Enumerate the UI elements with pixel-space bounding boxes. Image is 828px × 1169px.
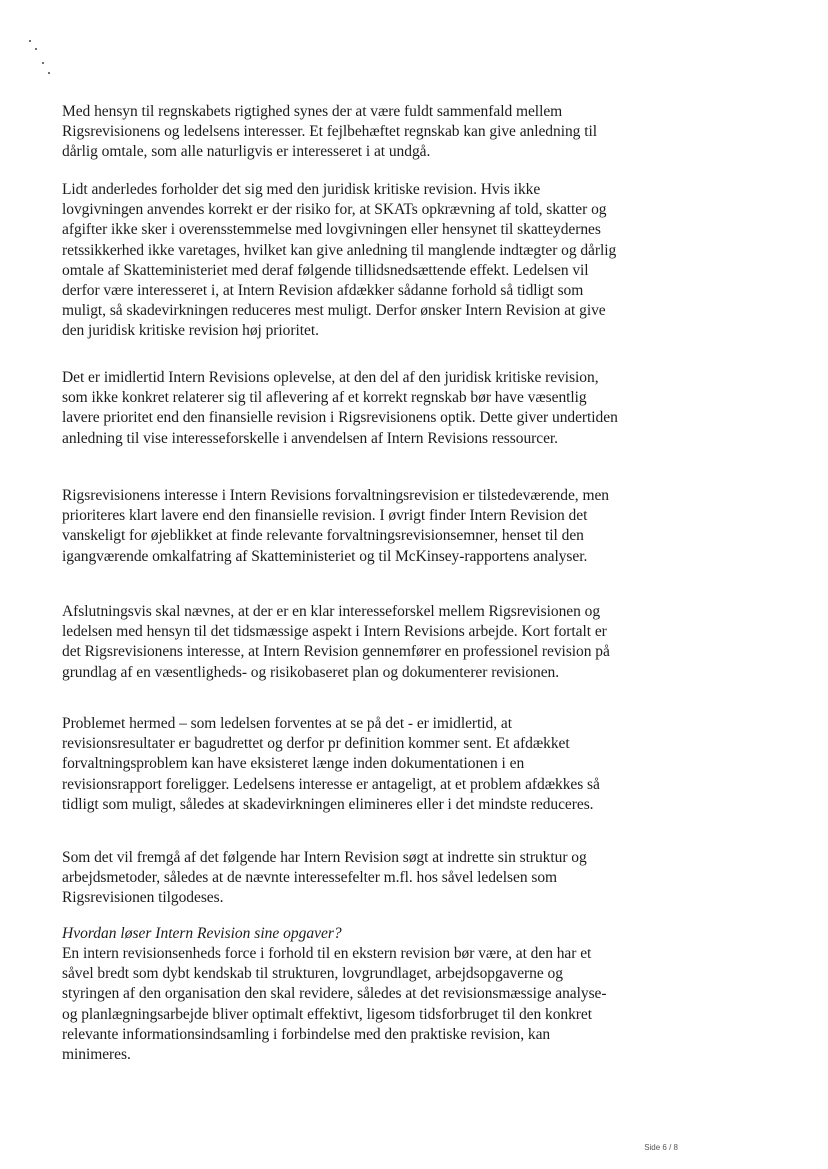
paragraph-prioritet: Det er imidlertid Intern Revisions oplevelse, at den del af den juridisk kritiske revision, som ikke konkret relaterer sig til aflevering af et korrekt regnskab bør have væsentlig lavere prioritet end den finansielle revision i Rigsrevisionens optik. Dette giver undertiden anledning til vise interesseforskelle i anvendelsen af Intern Revisions ressourcer.: [62, 369, 618, 447]
paragraph-problemet: Problemet hermed – som ledelsen forventes at se på det - er imidlertid, at revisionsresultater er bagudrettet og derfor pr definition kommer sent. Et afdækket forvaltningsproblem kan have eksisteret længe inden dokumentationen i en revisionsrapport foreligger. Ledelsens interesse er antageligt, at et problem afdækkes så tidligt som muligt, således at skadevirkningen elimineres eller i det mindste reduceres.: [62, 715, 600, 813]
scan-speck: [42, 62, 44, 64]
section-heading: Hvordan løser Intern Revision sine opgaver?: [62, 925, 342, 942]
page-number: Side 6 / 8: [644, 1143, 678, 1152]
scan-speck: [29, 40, 31, 42]
paragraph-forvaltningsrevision: Rigsrevisionens interesse i Intern Revisions forvaltningsrevision er tilstedeværende, men prioriteres klart lavere end den finansielle revision. I øvrigt finder Intern Revision det vanskeligt for øjeblikket at finde relevante forvaltningsrevisionsemner, henset til den igangværende omkalfatring af Skatteministeriet og til McKinsey-rapportens analyser.: [62, 487, 609, 565]
paragraph-regnskab: Med hensyn til regnskabets rigtighed synes der at være fuldt sammenfald mellem Rigsrevisionens og ledelsens interesser. Et fejlbehæftet regnskab kan give anledning til dårlig omtale, som alle naturligvis er interesseret i at undgå.: [62, 103, 597, 161]
paragraph-struktur: Som det vil fremgå af det følgende har Intern Revision søgt at indrette sin struktur og arbejdsmetoder, således at de nævnte interessefelter m.fl. hos såvel ledelsen som Rigsrevisionen tilgodeses.: [62, 849, 587, 907]
paragraph-juridisk-revision: Lidt anderledes forholder det sig med den juridisk kritiske revision. Hvis ikke lovgivningen anvendes korrekt er der risiko for, at SKATs opkrævning af told, skatter og afgifter ikke sker i overensstemmelse med lovgivningen eller hensynet til skatteydernes retssikkerhed ikke varetages, hvilket kan give anledning til manglende indtægter og dårlig omtale af Skatteministeriet med deraf følgende tillidsnedsættende effekt. Ledelsen vil derfor være interesseret i, at Intern Revision afdækker sådanne forhold så tidligt som muligt, så skadevirkningen reduceres mest muligt. Derfor ønsker Intern Revision at give den juridisk kritiske revision høj prioritet.: [62, 181, 617, 340]
paragraph-tidsmaessige-aspekt: Afslutningsvis skal nævnes, at der er en klar interesseforskel mellem Rigsrevisionen og ledelsen med hensyn til det tidsmæssige aspekt i Intern Revisions arbejde. Kort fortalt er det Rigsrevisionens interesse, at Intern Revision gennemfører en professionel revision på grundlag af en væsentligheds- og risikobaseret plan og dokumenterer revisionen.: [62, 603, 610, 681]
paragraph-intern-revisionsenhed: En intern revisionsenheds force i forhold til en ekstern revision bør være, at den har et såvel bredt som dybt kendskab til strukturen, lovgrundlaget, arbejdsopgaverne og styringen af den organisation den skal revidere, således at det revisionsmæssige analyse- og planlægningsarbejde bliver optimalt effektivt, ligesom tidsforbruget til den konkret relevante informationsindsamling i forbindelse med den praktiske revision, kan minimeres.: [62, 945, 607, 1064]
scan-speck: [48, 72, 50, 74]
scan-speck: [35, 48, 37, 50]
